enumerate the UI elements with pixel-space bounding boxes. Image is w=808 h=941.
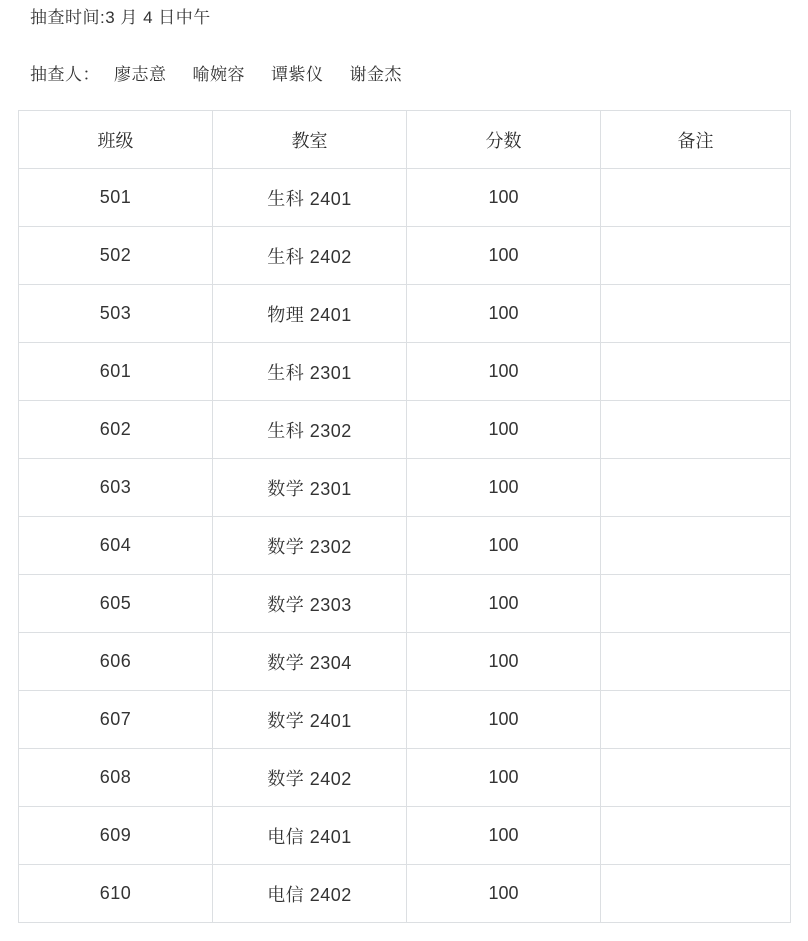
cell-score: 100 [407,285,601,343]
cell-class: 606 [19,633,213,691]
inspector-name: 谢金杰 [349,65,402,84]
cell-score: 100 [407,691,601,749]
cell-note [601,691,791,749]
cell-score: 100 [407,517,601,575]
table-row [19,807,791,865]
cell-room: 数学 2303 [213,575,407,633]
cell-room: 物理 2401 [213,285,407,343]
inspector-line [30,63,402,87]
cell-room: 生科 2402 [213,227,407,285]
table-row [19,401,791,459]
cell-note [601,517,791,575]
cell-score: 100 [407,807,601,865]
cell-class: 608 [19,749,213,807]
cell-score: 100 [407,227,601,285]
cell-note [601,401,791,459]
column-header-room: 教室 [213,111,407,169]
cell-note [601,807,791,865]
inspector-name: 谭紫仪 [271,65,324,84]
cell-class: 605 [19,575,213,633]
cell-room: 数学 2302 [213,517,407,575]
cell-class: 501 [19,169,213,227]
cell-room: 数学 2304 [213,633,407,691]
cell-note [601,285,791,343]
cell-note [601,169,791,227]
cell-class: 601 [19,343,213,401]
table-row [19,691,791,749]
cell-class: 502 [19,227,213,285]
cell-room: 电信 2401 [213,807,407,865]
cell-note [601,749,791,807]
table-row [19,169,791,227]
cell-class: 610 [19,865,213,923]
cell-note [601,633,791,691]
cell-room: 电信 2402 [213,865,407,923]
cell-class: 609 [19,807,213,865]
cell-score: 100 [407,575,601,633]
inspector-name: 廖志意 [114,65,167,84]
table-row [19,459,791,517]
table-row [19,343,791,401]
inspection-table [18,110,791,923]
cell-score: 100 [407,633,601,691]
cell-class: 607 [19,691,213,749]
table-row [19,227,791,285]
cell-class: 602 [19,401,213,459]
cell-score: 100 [407,749,601,807]
table-row [19,633,791,691]
cell-score: 100 [407,401,601,459]
table-header-row [19,111,791,169]
cell-room: 数学 2402 [213,749,407,807]
table-row [19,285,791,343]
column-header-class: 班级 [19,111,213,169]
cell-score: 100 [407,459,601,517]
cell-score: 100 [407,343,601,401]
cell-score: 100 [407,169,601,227]
table-row [19,749,791,807]
cell-room: 生科 2301 [213,343,407,401]
cell-room: 数学 2301 [213,459,407,517]
cell-class: 603 [19,459,213,517]
column-header-note: 备注 [601,111,791,169]
cell-note [601,575,791,633]
table-row [19,517,791,575]
cell-note [601,343,791,401]
cell-note [601,865,791,923]
inspection-time-line: 抽查时间:3 月 4 日中午 [30,8,211,27]
table-row [19,865,791,923]
cell-room: 生科 2302 [213,401,407,459]
cell-score: 100 [407,865,601,923]
cell-note [601,227,791,285]
cell-note [601,459,791,517]
cell-class: 604 [19,517,213,575]
cell-class: 503 [19,285,213,343]
inspector-name: 喻婉容 [192,65,245,84]
cell-room: 数学 2401 [213,691,407,749]
cell-room: 生科 2401 [213,169,407,227]
inspector-label: 抽查人： [30,65,100,84]
table-row [19,575,791,633]
column-header-score: 分数 [407,111,601,169]
